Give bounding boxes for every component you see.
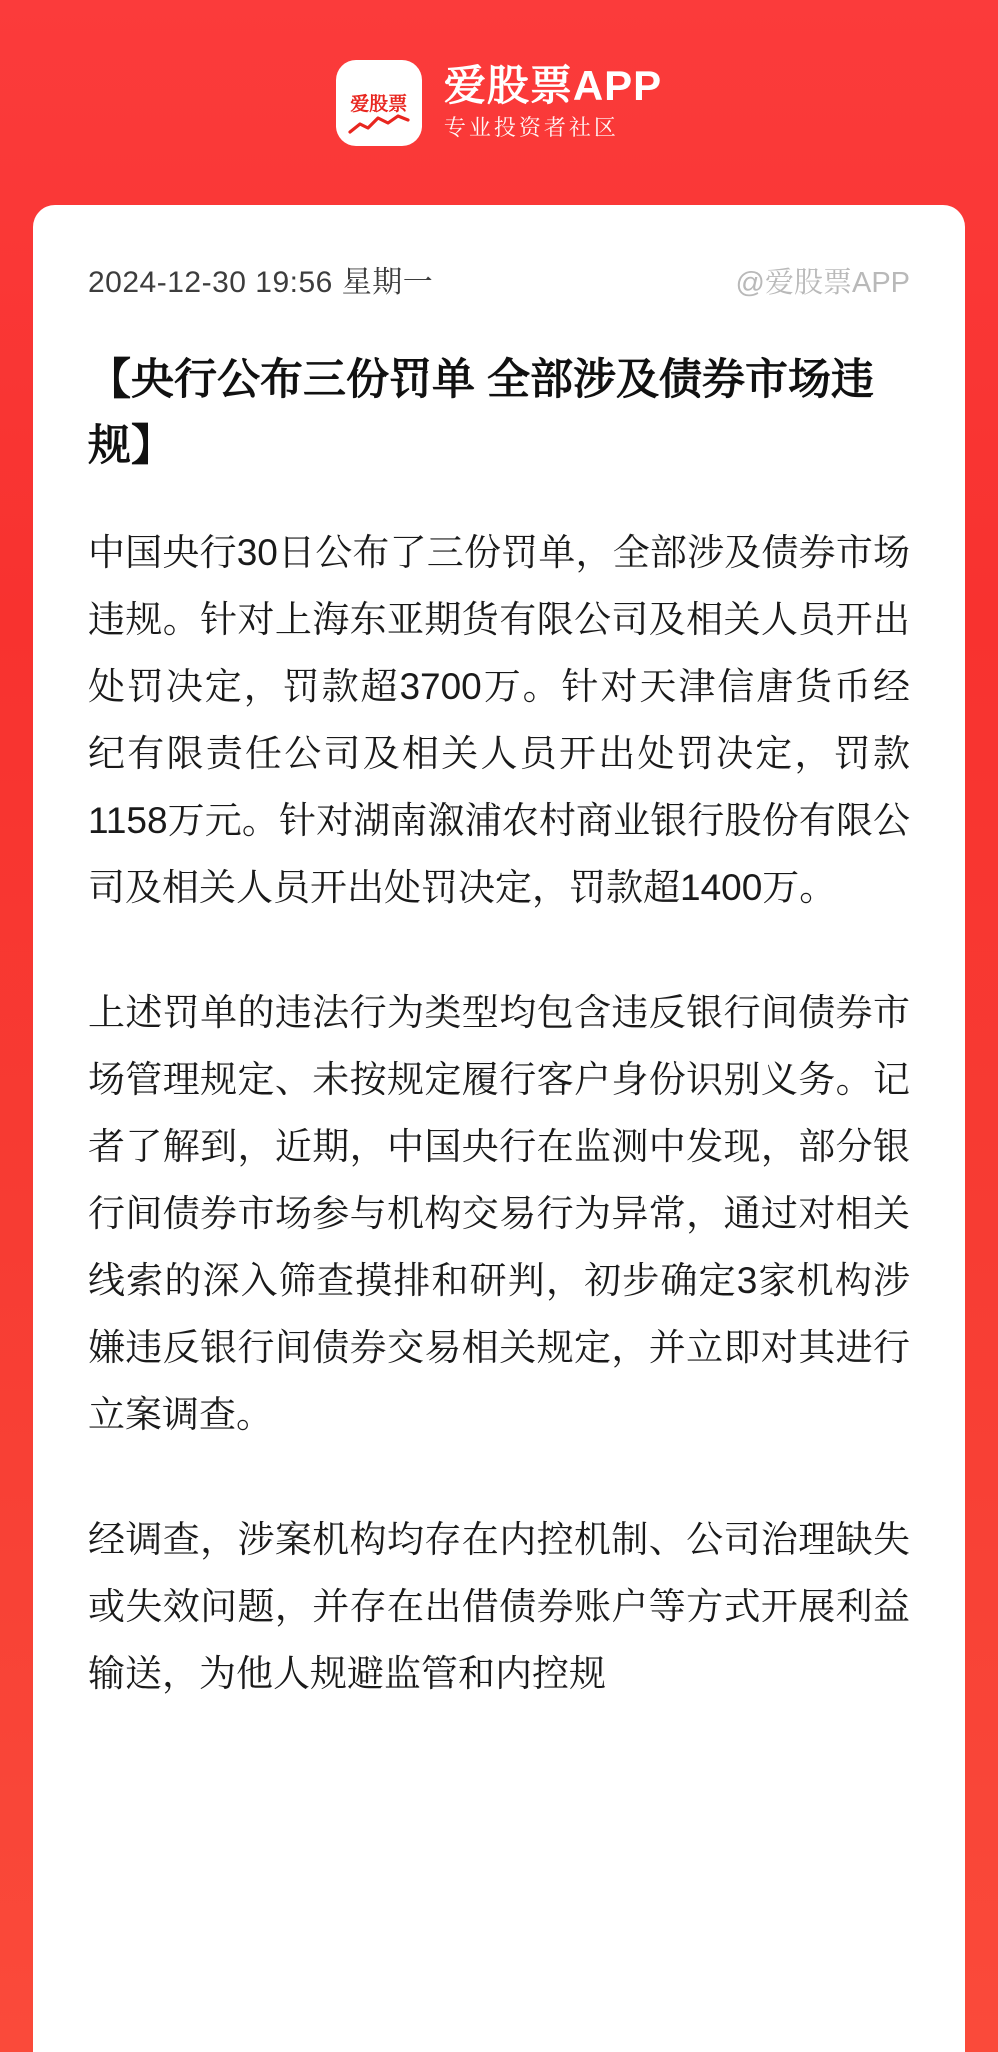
article-title: 【央行公布三份罚单 全部涉及债券市场违规】 [88, 356, 874, 470]
author-handle: @爱股票APP [735, 267, 910, 299]
article-timestamp: 2024-12-30 19:56 星期一 [88, 266, 434, 299]
stock-chart-icon [348, 114, 410, 136]
brand-subtitle: 专业投资者社区 [443, 114, 619, 140]
article-body [88, 519, 910, 1707]
brand-title: 爱股票APP [443, 61, 663, 109]
article-meta-row [88, 257, 910, 301]
article-paragraph: 经调查，涉案机构均存在内控机制、公司治理缺失或失效问题，并存在出借债券账户等方式开展利益输送，为他人规避监管和内控规 [88, 1519, 910, 1694]
article-card [33, 205, 965, 2052]
brand-text-block [444, 61, 662, 145]
article-paragraph: 中国央行30日公布了三份罚单，全部涉及债券市场违规。针对上海东亚期货有限公司及相关人员开出处罚决定，罚款超3700万。针对天津信唐货币经纪有限责任公司及相关人员开出处罚决定，罚款1158万元。针对湖南溆浦农村商业银行股份有限公司及相关人员开出处罚决定，罚款超1400万。 [88, 532, 910, 908]
app-brand-header [0, 0, 998, 205]
app-logo [336, 60, 422, 146]
app-logo-text: 爱股票 [350, 93, 408, 115]
article-paragraph: 上述罚单的违法行为类型均包含违反银行间债券市场管理规定、未按规定履行客户身份识别义务。记者了解到，近期，中国央行在监测中发现，部分银行间债券市场参与机构交易行为异常，通过对相关线索的深入筛查摸排和研判，初步确定3家机构涉嫌违反银行间债券交易相关规定，并立即对其进行立案调查。 [88, 992, 910, 1435]
